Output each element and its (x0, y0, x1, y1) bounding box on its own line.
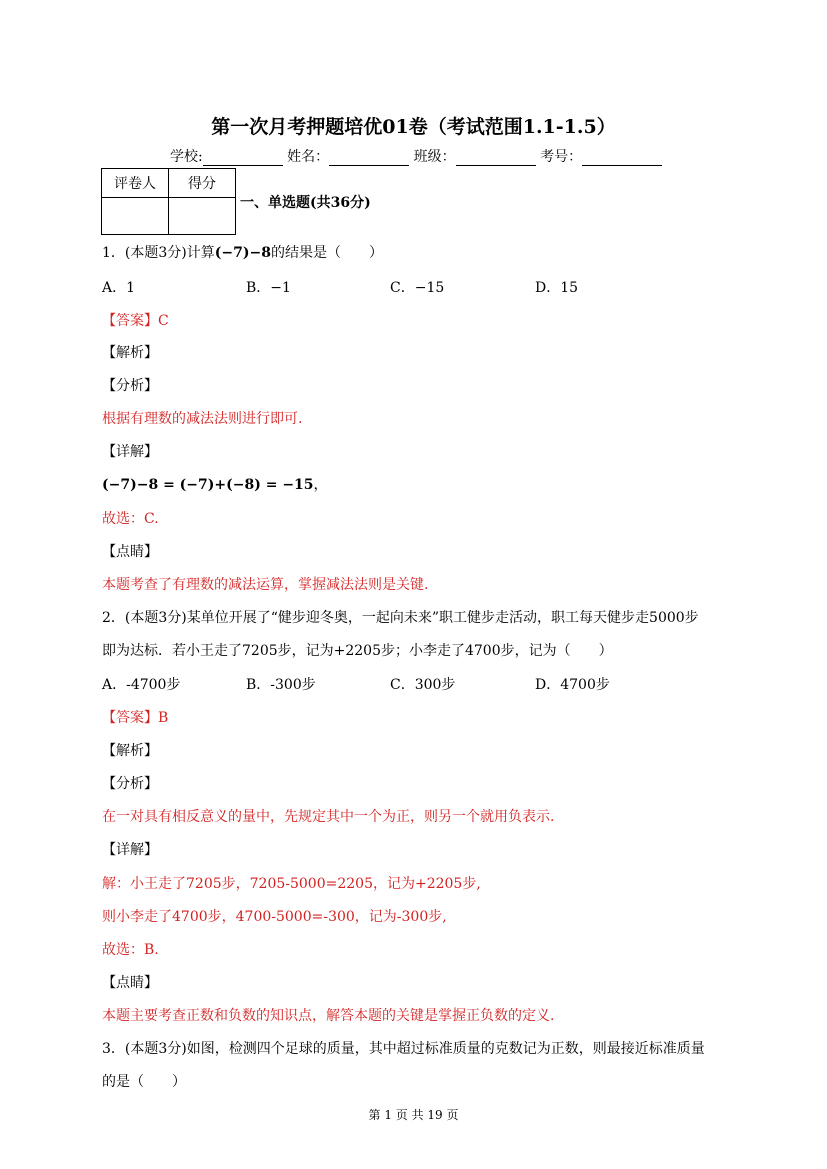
q1-option-b: B．−1 (246, 280, 291, 296)
school-blank (203, 151, 283, 166)
q1-fenxi-label: 【分析】 (102, 378, 158, 394)
q1-dianjing-text: 本题考查了有理数的减法运算，掌握减法法则是关键. (102, 577, 429, 593)
page-title: 第一次月考押题培优01卷（考试范围1.1-1.5） (211, 116, 616, 138)
q1-jiexi-label: 【解析】 (102, 345, 158, 361)
q1-option-c: C．−15 (390, 280, 445, 296)
q2-answer (102, 707, 168, 727)
school-label: 学校: (170, 149, 203, 165)
name-label: 姓名： (287, 149, 330, 165)
section-title: 一、单选题(共36分) (240, 195, 371, 211)
exam-number-blank (582, 151, 662, 166)
answer-label: 【答案】 (102, 710, 158, 726)
q1-stem-prefix: 1．(本题3分)计算 (102, 245, 215, 261)
q2-option-c: C．300步 (390, 677, 456, 693)
q1-option-d: D．15 (535, 280, 579, 296)
q2-fenxi-label: 【分析】 (102, 776, 158, 792)
q2-stem-line2: 即为达标．若小王走了7205步，记为+2205步；小李走了4700步，记为（ ） (102, 643, 613, 659)
q2-choose: 故选：B. (102, 942, 159, 958)
q2-stem-line1: 2．(本题3分)某单位开展了“健步迎冬奥，一起向未来”职工健步走活动，职工每天健步走5000步 (102, 610, 699, 626)
q2-detail-line2: 则小李走了4700步，4700-5000=-300，记为-300步, (102, 909, 447, 925)
q2-fenxi-text: 在一对具有相反意义的量中，先规定其中一个为正，则另一个就用负表示. (102, 809, 555, 825)
answer-value: C (158, 313, 169, 329)
q1-detail-tail: ， (313, 477, 328, 493)
q1-dianjing-label: 【点睛】 (102, 544, 158, 560)
score-header: 得分 (169, 169, 236, 198)
class-label: 班级： (413, 149, 456, 165)
q2-dianjing-label: 【点睛】 (102, 975, 158, 991)
score-table (101, 168, 236, 235)
answer-value: B (158, 710, 169, 726)
q2-jiexi-label: 【解析】 (102, 743, 158, 759)
q1-detail-math: (−7)−8 = (−7)+(−8) = −15 (102, 477, 314, 493)
q1-stem-suffix: 的结果是（ ） (270, 245, 383, 261)
page-footer: 第 1 页 共 19 页 (368, 1108, 459, 1122)
q1-answer (102, 310, 169, 330)
grader-header: 评卷人 (102, 169, 169, 198)
q1-detail (102, 474, 328, 494)
q1-option-a: A．1 (102, 280, 136, 296)
q2-dianjing-text: 本题主要考查正数和负数的知识点，解答本题的关键是掌握正负数的定义. (102, 1008, 555, 1024)
q2-option-d: D．4700步 (535, 677, 610, 693)
q2-option-b: B．-300步 (246, 677, 316, 693)
student-info-row (170, 146, 662, 166)
q1-xiangjie-label: 【详解】 (102, 444, 158, 460)
class-blank (456, 151, 536, 166)
q3-stem-line2: 的是（ ） (102, 1074, 186, 1090)
answer-label: 【答案】 (102, 313, 158, 329)
exam-number-label: 考号： (540, 149, 583, 165)
name-blank (329, 151, 409, 166)
q3-stem-line1: 3．(本题3分)如图，检测四个足球的质量，其中超过标准质量的克数记为正数，则最接近标准质量 (102, 1041, 705, 1057)
score-cell (169, 198, 236, 235)
q2-detail-line1: 解：小王走了7205步，7205-5000=2205，记为+2205步, (102, 876, 481, 892)
q1-choose: 故选：C. (102, 511, 159, 527)
q1-stem (102, 242, 383, 262)
q2-option-a: A．-4700步 (102, 677, 181, 693)
grader-cell (102, 198, 169, 235)
q1-fenxi-text: 根据有理数的减法法则进行即可. (102, 411, 303, 427)
q2-xiangjie-label: 【详解】 (102, 842, 158, 858)
q1-expression: (−7)−8 (214, 245, 271, 261)
